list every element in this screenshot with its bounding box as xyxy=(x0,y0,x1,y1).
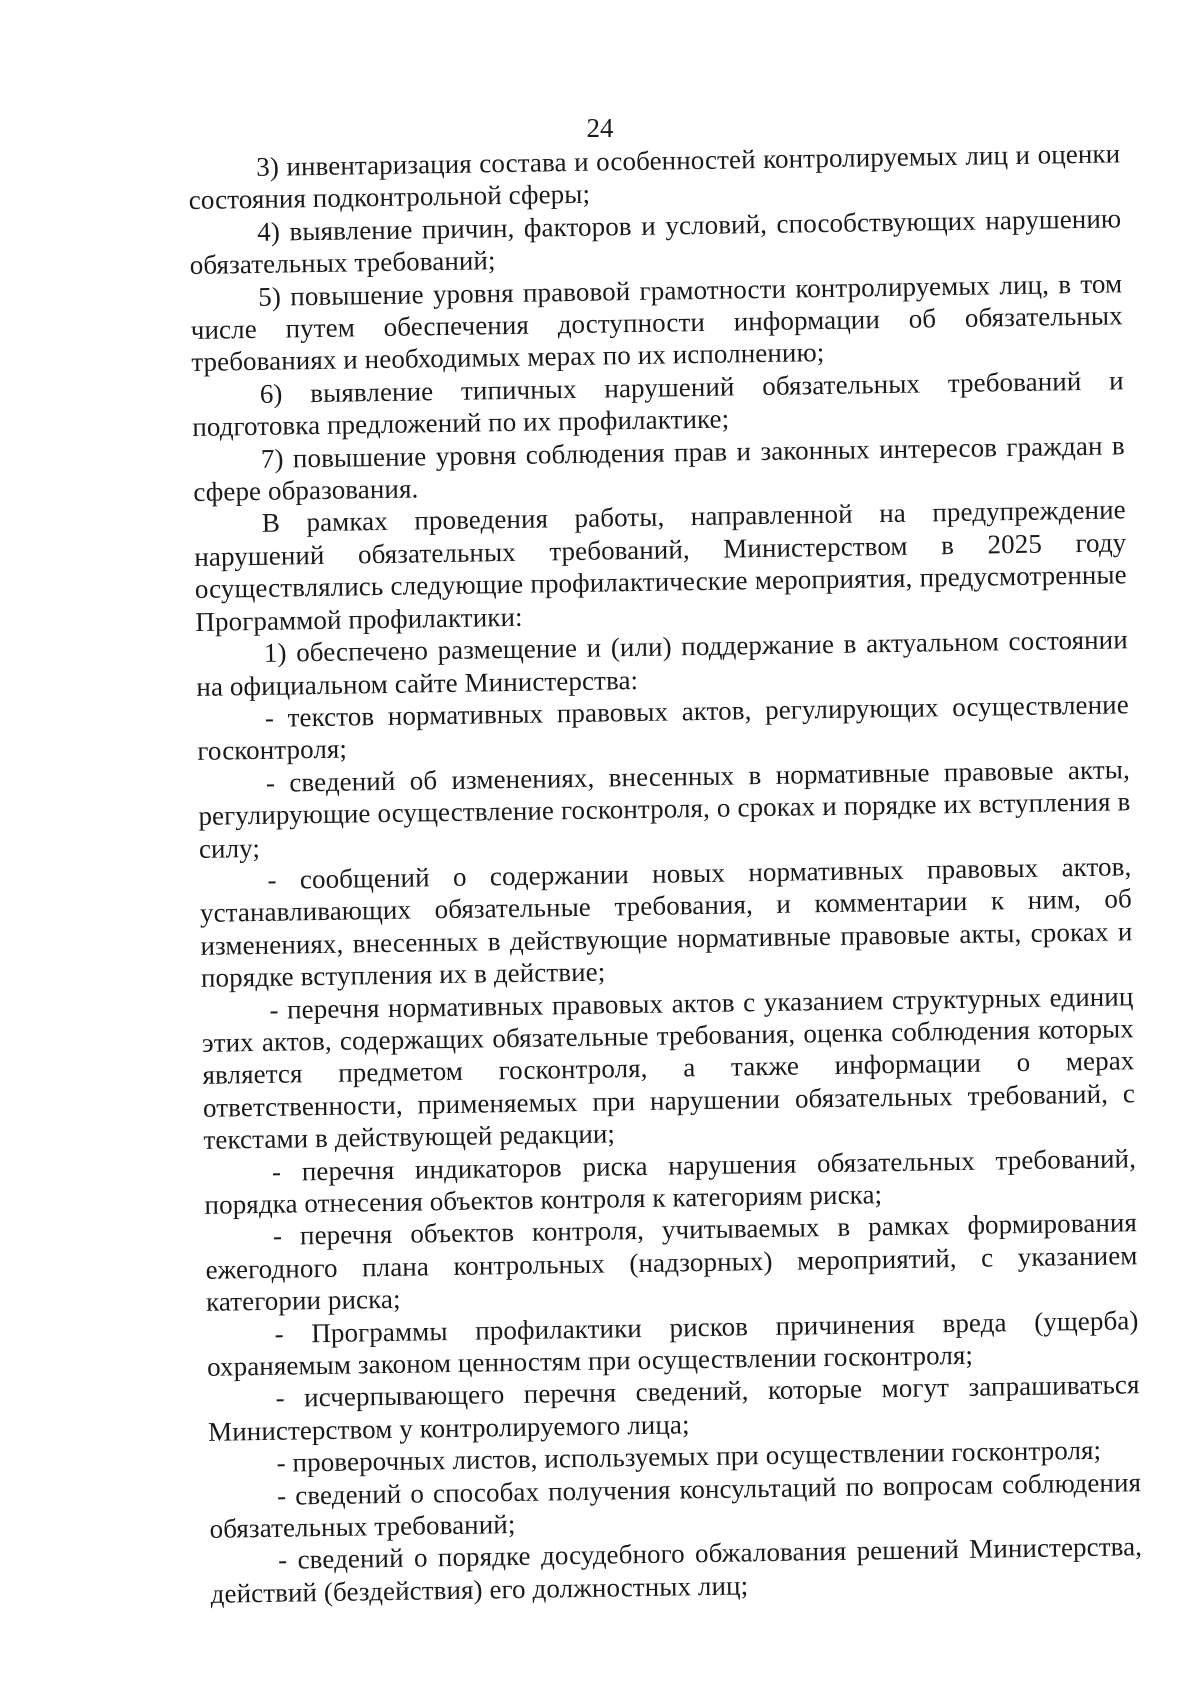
paragraph-3: 5) повышение уровня правовой грамотности контролируемых лиц, в том числе путем обеспечения доступности информации об обязательных требованиях и необходимых мерах по их исполнению; xyxy=(190,267,1123,378)
list-item-9: - проверочных листов, используемых при осуществлении госконтроля; xyxy=(276,1435,1102,1479)
paragraph-2: 4) выявление причин, факторов и условий, способствующих нарушению обязательных требований; xyxy=(189,203,1122,281)
list-item-4: - перечня нормативных правовых актов с указанием структурных единиц этих актов, содержащих обязательные требования, оценка соблюдения которых является предметом госконтроля, а также информации о мерах ответственности, применяемых при нарушении обязательных требований, с текстами в действующей редакции; xyxy=(201,980,1136,1156)
document-body xyxy=(188,137,1143,1610)
list-item-2: - сведений об изменениях, внесенных в нормативные правовые акты, регулирующие осуществление госконтроля, о сроках и порядке их вступления в силу; xyxy=(198,754,1131,864)
list-item-8: - исчерпывающего перечня сведений, которые могут запрашиваться Министерством у контролируемого лица; xyxy=(207,1369,1140,1447)
paragraph-5: 7) повышение уровня соблюдения прав и законных интересов граждан в сфере образования. xyxy=(193,429,1125,508)
list-item-3: - сообщений о содержании новых нормативных правовых актов, устанавливающих обязательные требования, и комментарии к ним, об изменениях, внесенных в действующие нормативные правовые акты, сроках и порядке вступления их в действие; xyxy=(199,851,1133,994)
paragraph-1: 3) инвентаризация состава и особенностей контролируемых лиц и оценки состояния подконтрольной сферы; xyxy=(188,138,1121,216)
paragraph-6: В рамках проведения работы, направленной на предупреждение нарушений обязательных требований, Министерством в 2025 году осуществлялись следующие профилактические мероприятия, предусмотренные Программой профилактики: xyxy=(194,494,1127,637)
paragraph-4: 6) выявление типичных нарушений обязательных требований и подготовка предложений по их профилактике; xyxy=(192,365,1124,443)
list-item-1: - текстов нормативных правовых актов, регулирующих осуществление госконтроля; xyxy=(197,689,1130,767)
list-item-11: - сведений о порядке досудебного обжалования решений Министерства, действий (бездействия) его должностных лиц; xyxy=(210,1531,1143,1609)
list-item-10: - сведений о способах получения консультаций по вопросам соблюдения обязательных требований; xyxy=(209,1466,1142,1544)
list-item-5: - перечня индикаторов риска нарушения обязательных требований, порядка отнесения объектов контроля к категориям риска; xyxy=(204,1142,1137,1220)
page-number: 24 xyxy=(586,113,614,143)
list-item-7: - Программы профилактики рисков причинения вреда (ущерба) охраняемым законом ценностям при осуществлении госконтроля; xyxy=(206,1304,1139,1382)
list-item-6: - перечня объектов контроля, учитываемых в рамках формирования ежегодного плана контрольных (надзорных) мероприятий, с указанием категории риска; xyxy=(205,1207,1138,1318)
paragraph-7: 1) обеспечено размещение и (или) поддержание в актуальном состоянии на официальном сайте Министерства: xyxy=(196,624,1129,702)
